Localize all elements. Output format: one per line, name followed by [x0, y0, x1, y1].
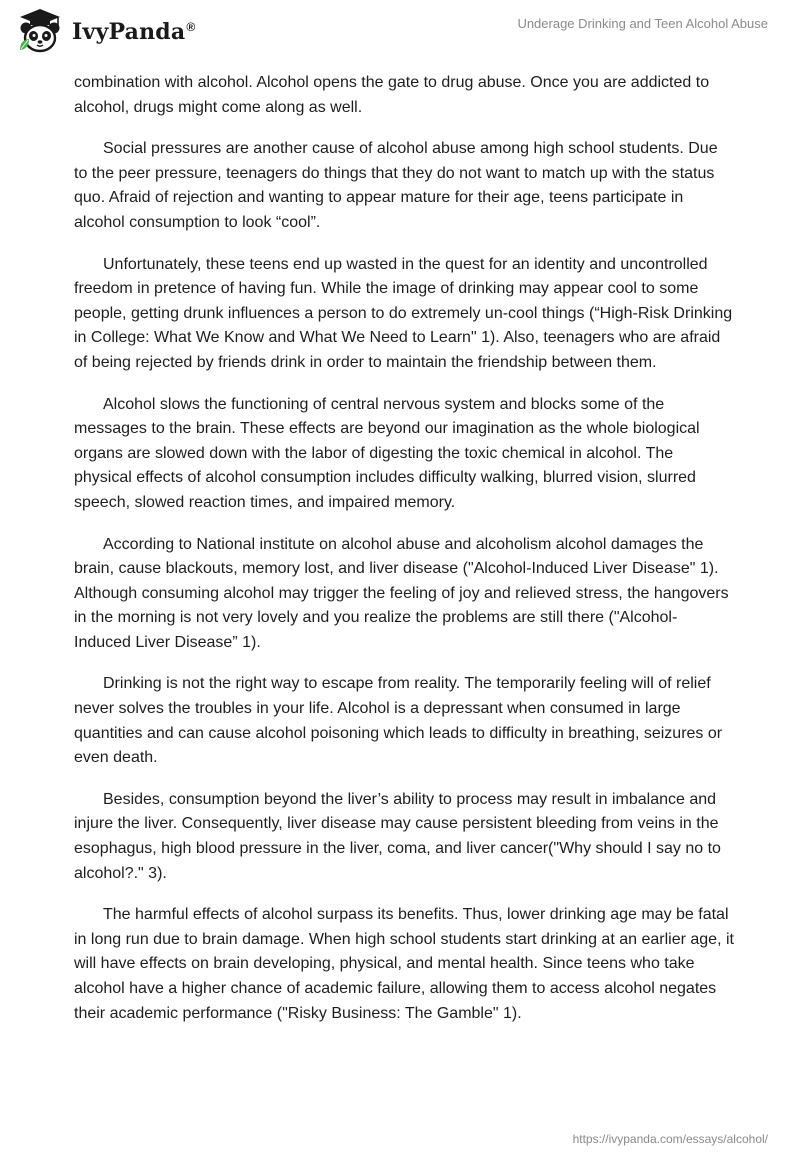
essay-paragraph: According to National institute on alcohol abuse and alcoholism alcohol damages the brain, cause blackouts, memory lost, and liver disease ("Alcohol-Induced Liver Disease" 1). Although consuming alcohol may trigger the feeling of joy and relieved stress, the hangovers in the morning is not very lovely and you realize the problems are still there ("Alcohol-Induced Liver Disease” 1). — [74, 535, 729, 651]
page-header — [0, 0, 800, 64]
essay-paragraph: Alcohol slows the functioning of central nervous system and blocks some of the messages to the brain. These effects are beyond our imagination as the whole biological organs are slowed down with the labor of digesting the toxic chemical in alcohol. The physical effects of alcohol consumption includes difficulty walking, blurred vision, slurred speech, slowed reaction times, and impaired memory. — [74, 395, 700, 511]
document-title: Underage Drinking and Teen Alcohol Abuse — [517, 16, 768, 31]
essay-paragraph: Unfortunately, these teens end up wasted in the quest for an identity and uncontrolled freedom in pretence of having fun. While the image of drinking may appear cool to some people, getting drunk influences a person to do extremely un-cool things (“High-Risk Drinking in College: What We Know and What We Need to Learn" 1). Also, teenagers who are afraid of being rejected by friends drink in order to maintain the friendship between them. — [74, 255, 733, 371]
panda-graduate-icon — [14, 6, 66, 58]
essay-body — [74, 71, 734, 1043]
essay-paragraph: Social pressures are another cause of alcohol abuse among high school students. Due to the peer pressure, teenagers do things that they do not want to match up with the status quo. Afraid of rejection and wanting to appear mature for their age, teens participate in alcohol consumption to look “cool”. — [74, 140, 718, 231]
essay-paragraph: Drinking is not the right way to escape from reality. The temporarily feeling will of relief never solves the troubles in your life. Alcohol is a depressant when consumed in large quantities and can cause alcohol poisoning which leads to difficulty in breathing, seizures or even death. — [74, 675, 723, 767]
essay-paragraph: Besides, consumption beyond the liver’s ability to process may result in imbalance and injure the liver. Consequently, liver disease may cause persistent bleeding from veins in the esophagus, high blood pressure in the liver, coma, and liver cancer("Why should I say no to alcohol?." 3). — [74, 790, 721, 882]
essay-paragraph: The harmful effects of alcohol surpass its benefits. Thus, lower drinking age may be fatal in long run due to brain damage. When high school students start drinking at an earlier age, it will have effects on brain developing, physical, and mental health. Since teens who take alcohol have a higher chance of academic failure, allowing them to access alcohol negates their academic performance ("Risky Business: The Gamble" 1). — [74, 906, 734, 1022]
registered-mark: ® — [186, 19, 196, 34]
ivypanda-logo[interactable] — [14, 6, 195, 58]
essay-paragraph: combination with alcohol. Alcohol opens the gate to drug abuse. Once you are addicted to alcohol, drugs might come along as well. — [74, 74, 710, 116]
brand-name: IvyPanda® — [72, 19, 196, 45]
source-url[interactable]: https://ivypanda.com/essays/alcohol/ — [572, 1132, 768, 1146]
